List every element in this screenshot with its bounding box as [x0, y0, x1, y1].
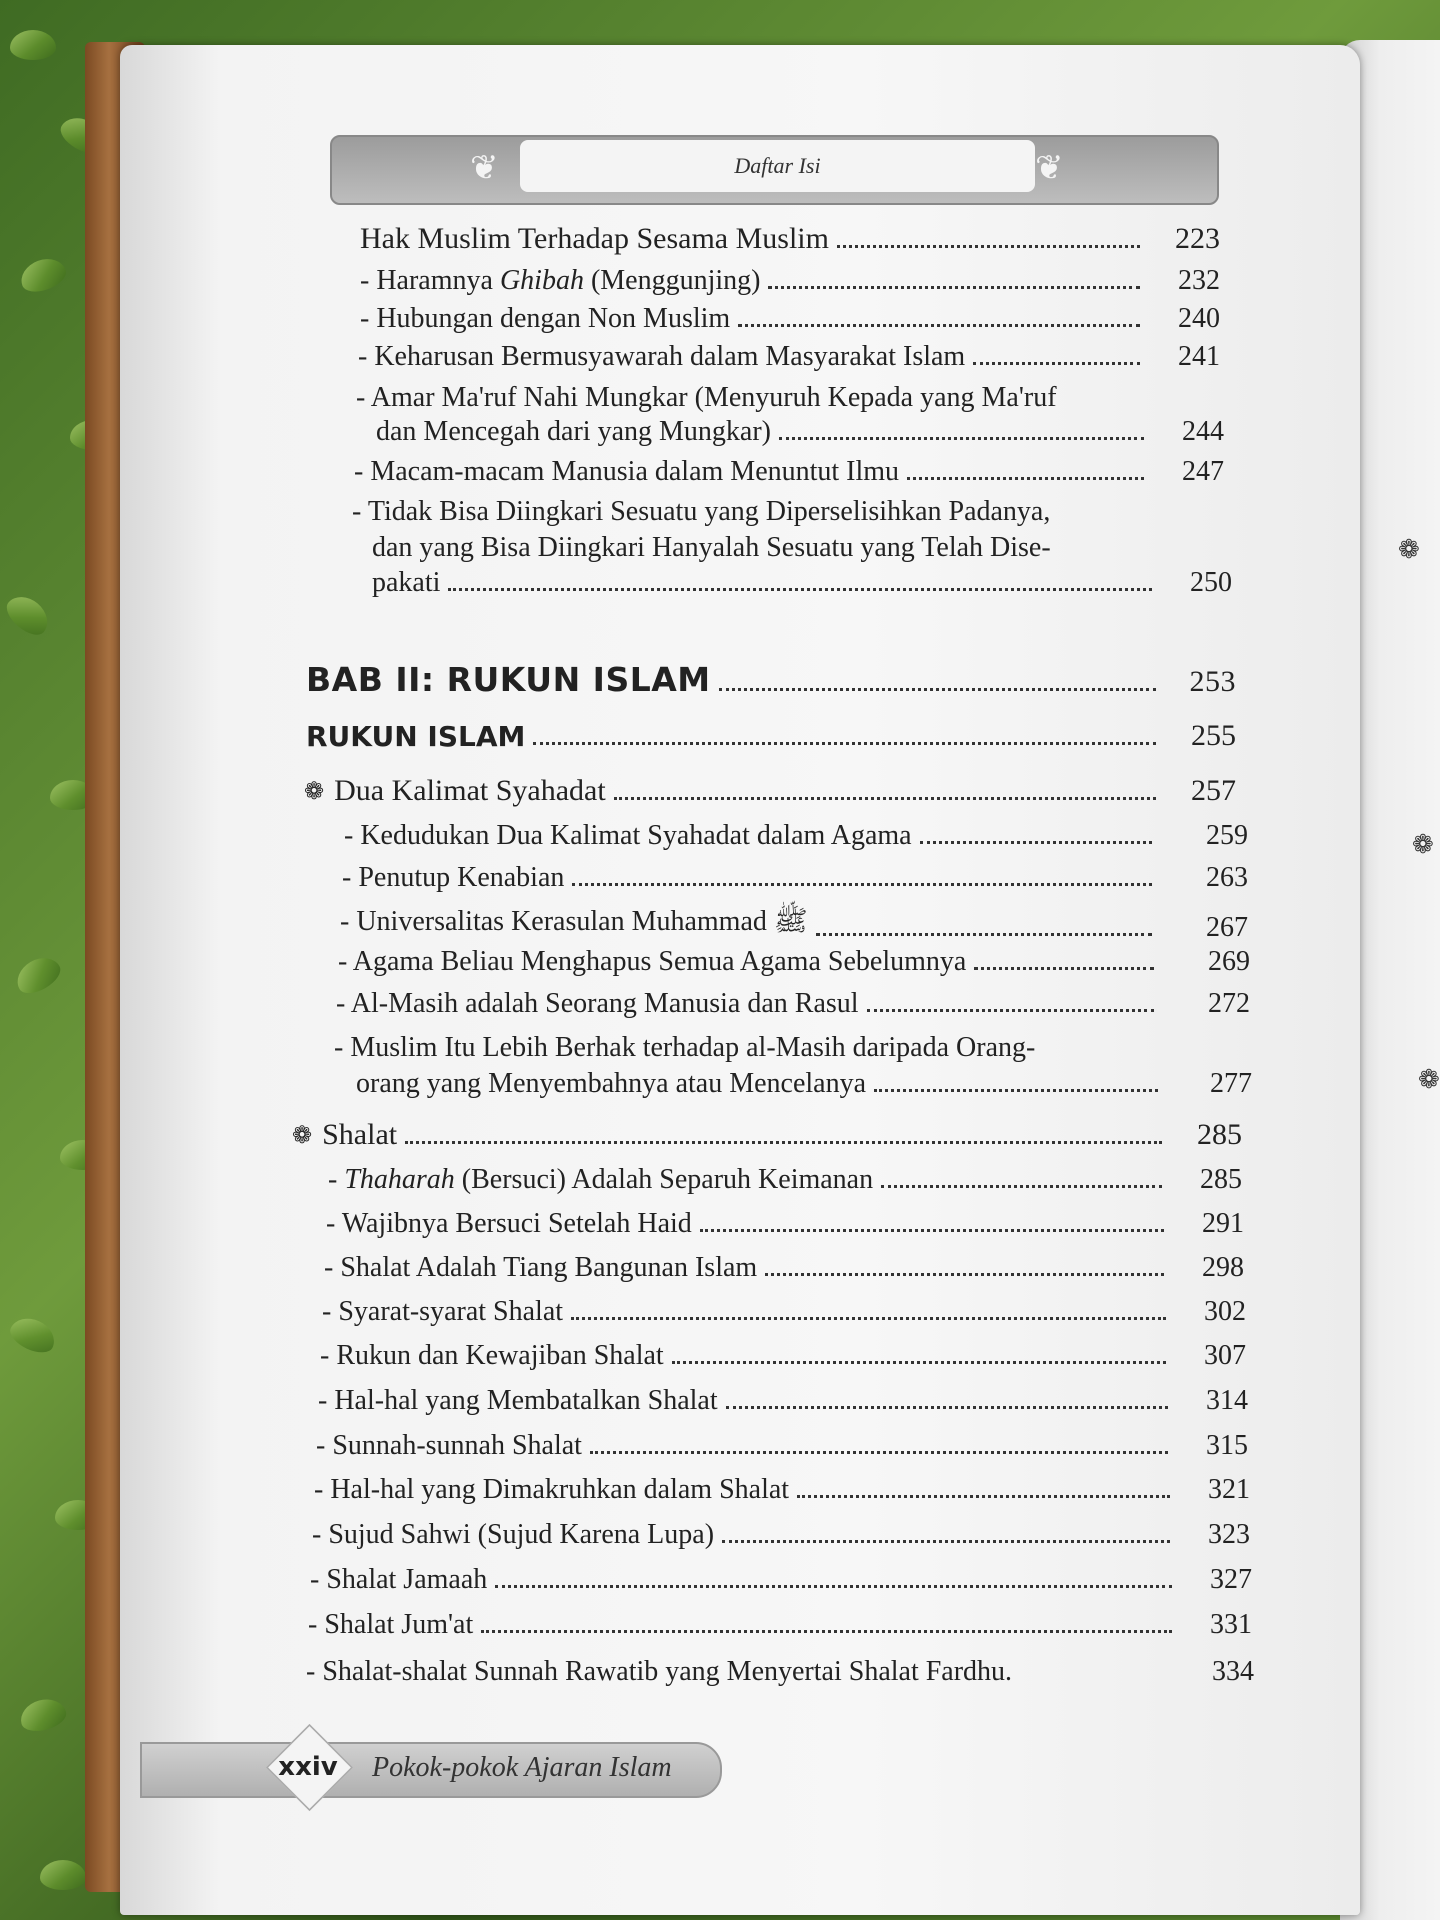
page-number: 323 [1208, 1519, 1250, 1550]
toc-entry: - Sujud Sahwi (Sujud Karena Lupa) 323 [312, 1519, 1250, 1550]
toc-entry: - Sunnah-sunnah Shalat 315 [316, 1430, 1248, 1461]
page-number: 302 [1204, 1296, 1246, 1327]
flower-icon: ❁ [1418, 1065, 1440, 1094]
toc-entry: - Syarat-syarat Shalat 302 [322, 1296, 1246, 1327]
page-number: 269 [1208, 946, 1250, 977]
toc-entry: pakati 250 [372, 567, 1232, 598]
page-number: 241 [1178, 341, 1220, 372]
page-number: 298 [1202, 1252, 1244, 1283]
page-number: 331 [1210, 1609, 1252, 1640]
page-number: 267 [1206, 912, 1248, 943]
toc-entry: - Shalat Jamaah 327 [310, 1564, 1252, 1595]
ornament-icon: ❦ [470, 150, 499, 187]
entry-title: Hak Muslim Terhadap Sesama Muslim [360, 222, 829, 255]
toc-entry: - Wajibnya Bersuci Setelah Haid 291 [326, 1208, 1244, 1239]
page-number: 240 [1178, 303, 1220, 334]
page-number: 253 [1189, 665, 1236, 698]
toc-entry: - Keharusan Bermusyawarah dalam Masyarakat Islam 241 [358, 341, 1220, 372]
toc-entry: - Penutup Kenabian 263 [342, 862, 1248, 893]
page-number: 257 [1191, 774, 1236, 807]
page-number: 285 [1200, 1164, 1242, 1195]
page-number: 272 [1208, 988, 1250, 1019]
toc-entry: orang yang Menyembahnya atau Mencelanya 277 [356, 1068, 1252, 1099]
flower-icon: ❁ [304, 779, 325, 805]
toc-entry: dan Mencegah dari yang Mungkar) 244 [376, 416, 1224, 447]
entry-line: dan yang Bisa Diingkari Hanyalah Sesuatu yang Telah Dise- [372, 532, 1051, 563]
toc-entry: - Agama Beliau Menghapus Semua Agama Sebelumnya 269 [338, 946, 1250, 977]
toc-entry: - Kedudukan Dua Kalimat Syahadat dalam Agama 259 [344, 820, 1248, 851]
toc-entry [360, 222, 1220, 256]
page-number: 285 [1197, 1118, 1242, 1151]
toc-section: ❁ Shalat 285 [292, 1118, 1242, 1151]
entry-line: - Muslim Itu Lebih Berhak terhadap al-Masih daripada Orang- [334, 1032, 1036, 1063]
page-number: 314 [1206, 1385, 1248, 1416]
toc-entry: - Shalat Adalah Tiang Bangunan Islam 298 [324, 1252, 1244, 1283]
page-number: 334 [1212, 1656, 1254, 1687]
entry-line: - Amar Ma'ruf Nahi Mungkar (Menyuruh Kepada yang Ma'ruf [356, 382, 1057, 413]
chapter-heading: BAB II: RUKUN ISLAM 253 [306, 660, 1236, 699]
toc-entry: - Haramnya Ghibah (Menggunjing) 232 [360, 265, 1220, 296]
entry-line: - Tidak Bisa Diingkari Sesuatu yang Diperselisihkan Padanya, [352, 496, 1051, 527]
toc-entry: - Hal-hal yang Membatalkan Shalat 314 [318, 1385, 1248, 1416]
flower-icon: ❁ [1398, 535, 1420, 564]
page-number: 259 [1206, 820, 1248, 851]
toc-entry: - Universalitas Kerasulan Muhammad ﷺ 267 [340, 906, 1248, 943]
page-number: 250 [1190, 567, 1232, 598]
toc-entry: - Thaharah (Bersuci) Adalah Separuh Keimanan 285 [328, 1164, 1242, 1195]
flower-icon: ❁ [292, 1123, 313, 1149]
page-number: 255 [1191, 719, 1236, 752]
toc-entry: - Macam-macam Manusia dalam Menuntut Ilmu 247 [354, 456, 1224, 487]
flower-icon: ❁ [1412, 830, 1434, 859]
page-number: 327 [1210, 1564, 1252, 1595]
page-number: 223 [1175, 222, 1220, 255]
toc-section: ❁ Dua Kalimat Syahadat 257 [304, 774, 1236, 807]
toc-entry: - Hubungan dengan Non Muslim 240 [360, 303, 1220, 334]
toc-entry: - Hal-hal yang Dimakruhkan dalam Shalat 321 [314, 1474, 1250, 1505]
running-header: Daftar Isi [520, 140, 1035, 192]
toc-entry: - Al-Masih adalah Seorang Manusia dan Rasul 272 [336, 988, 1250, 1019]
ornament-icon: ❦ [1035, 150, 1064, 187]
page-number: 307 [1204, 1340, 1246, 1371]
page-number-footer: xxiv [278, 1752, 338, 1782]
toc-entry: - Rukun dan Kewajiban Shalat 307 [320, 1340, 1246, 1371]
page-number: 291 [1202, 1208, 1244, 1239]
page-number: 263 [1206, 862, 1248, 893]
toc-entry: - Shalat-shalat Sunnah Rawatib yang Menyertai Shalat Fardhu. 334 [306, 1656, 1254, 1687]
page-number: 247 [1182, 456, 1224, 487]
book-title-footer: Pokok-pokok Ajaran Islam [372, 1752, 672, 1783]
page-number: 277 [1210, 1068, 1252, 1099]
section-heading: RUKUN ISLAM 255 [306, 719, 1236, 753]
toc-entry: - Shalat Jum'at 331 [308, 1609, 1252, 1640]
page-number: 244 [1182, 416, 1224, 447]
page-number: 315 [1206, 1430, 1248, 1461]
page-number: 321 [1208, 1474, 1250, 1505]
page-number: 232 [1178, 265, 1220, 296]
